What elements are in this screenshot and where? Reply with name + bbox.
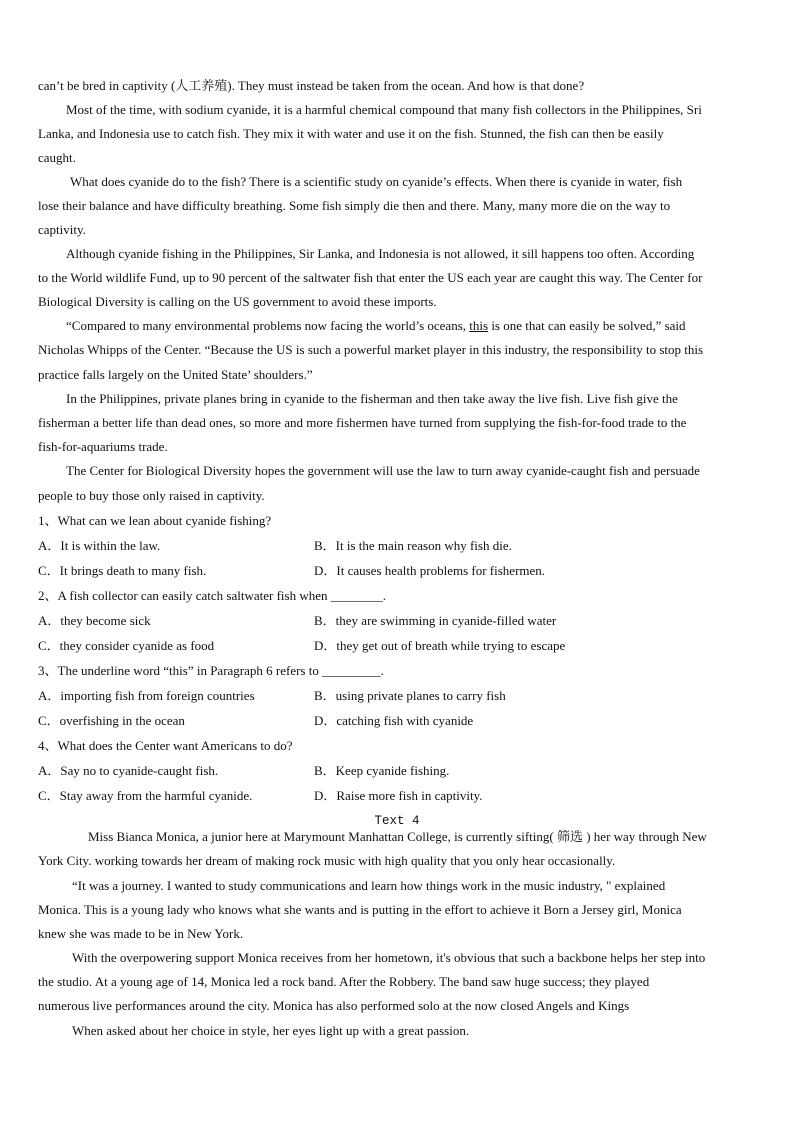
option-d: D．they get out of breath while trying to escape [314,638,566,653]
paragraph-line: fish-for-aquariums trade. [38,439,168,454]
question-stem: 2、A fish collector can easily catch saltwater fish when ________. [38,588,387,603]
option-b: B．using private planes to carry fish [314,688,506,703]
paragraph-line: Nicholas Whipps of the Center. “Because the US is such a powerful market player in this industry, the responsibility to stop this [38,342,704,357]
paragraph-line: knew she was made to be in New York. [38,926,244,941]
paragraph-line: Monica. This is a young lady who knows what she wants and is putting in the effort to achieve it Born a Jersey girl, Monica [38,902,682,917]
option-c: C．they consider cyanide as food [38,638,215,653]
text: “Compared to many environmental problems now facing the world’s oceans, [66,318,470,333]
question-stem: 4、What does the Center want Americans to do? [38,738,293,753]
paragraph-line: fisherman a better life than dead ones, so more and more fishermen have turned from supplying the fish-for-food trade to the [38,415,687,430]
option-d: D．catching fish with cyanide [314,713,474,728]
option-a: A．they become sick [38,613,151,628]
option-a: A．importing fish from foreign countries [38,688,255,703]
paragraph-line: Although cyanide fishing in the Philippines, Sir Lanka, and Indonesia is not allowed, it sill happens too often. According [66,246,695,261]
paragraph-line: Biological Diversity is calling on the US government to avoid these imports. [38,294,437,309]
option-a: A．Say no to cyanide-caught fish. [38,763,219,778]
paragraph-line: to the World wildlife Fund, up to 90 percent of the saltwater fish that enter the US each year are caught this way. The Center for [38,270,703,285]
option-b: B．Keep cyanide fishing. [314,763,450,778]
option-b: B．It is the main reason why fish die. [314,538,512,553]
paragraph-line [66,317,686,335]
paragraph-line: Most of the time, with sodium cyanide, it is a harmful chemical compound that many fish collectors in the Philippines, Sri [66,102,702,117]
paragraph-line: numerous live performances around the city. Monica has also performed solo at the now closed Angels and Kings [38,998,630,1013]
option-c: C．Stay away from the harmful cyanide. [38,788,253,803]
paragraph-line: captivity. [38,222,86,237]
text: is one that can easily be solved,” said [488,318,686,333]
option-d: D．It causes health problems for fishermen. [314,563,546,578]
paragraph-line: When asked about her choice in style, her eyes light up with a great passion. [72,1023,470,1038]
paragraph-line: “It was a journey. I wanted to study communications and learn how things work in the music industry, " explained [72,878,666,893]
paragraph-line: can’t be bred in captivity (人工养殖). They must instead be taken from the ocean. And how is that done? [38,78,585,93]
paragraph-line: Lanka, and Indonesia use to catch fish. They mix it with water and use it on the fish. Stunned, the fish can then be easily [38,126,664,141]
paragraph-line: With the overpowering support Monica receives from her hometown, it's obvious that such a backbone helps her step into [72,950,706,965]
option-d: D．Raise more fish in captivity. [314,788,483,803]
option-c: C．It brings death to many fish. [38,563,207,578]
paragraph-line: caught. [38,150,76,165]
paragraph-line: the studio. At a young age of 14, Monica led a rock band. After the Robbery. The band saw huge success; they played [38,974,650,989]
paragraph-line: The Center for Biological Diversity hopes the government will use the law to turn away cyanide-caught fish and persuade [66,463,700,478]
question-stem: 3、The underline word “this” in Paragraph 6 refers to _________. [38,663,384,678]
paragraph-line: York City. working towards her dream of making rock music with high quality that you only hear occasionally. [38,853,616,868]
paragraph-line: people to buy those only raised in captivity. [38,488,265,503]
underlined-word: this [469,318,489,333]
paragraph-line: Miss Bianca Monica, a junior here at Marymount Manhattan College, is currently sifting( 筛选 ) her way through New [88,829,707,844]
paragraph-line: practice falls largely on the United State’ shoulders.” [38,367,313,382]
paragraph-line: lose their balance and have difficulty breathing. Some fish simply die then and there. Many, many more die on the way to [38,198,671,213]
section-title: Text 4 [374,814,420,828]
paragraph-line: In the Philippines, private planes bring in cyanide to the fisherman and then take away the live fish. Live fish give the [66,391,678,406]
option-b: B．they are swimming in cyanide-filled water [314,613,557,628]
option-c: C．overfishing in the ocean [38,713,185,728]
paragraph-line: What does cyanide do to the fish? There is a scientific study on cyanide’s effects. When there is cyanide in water, fish [70,174,683,189]
option-a: A．It is within the law. [38,538,161,553]
question-stem: 1、What can we lean about cyanide fishing? [38,513,272,528]
